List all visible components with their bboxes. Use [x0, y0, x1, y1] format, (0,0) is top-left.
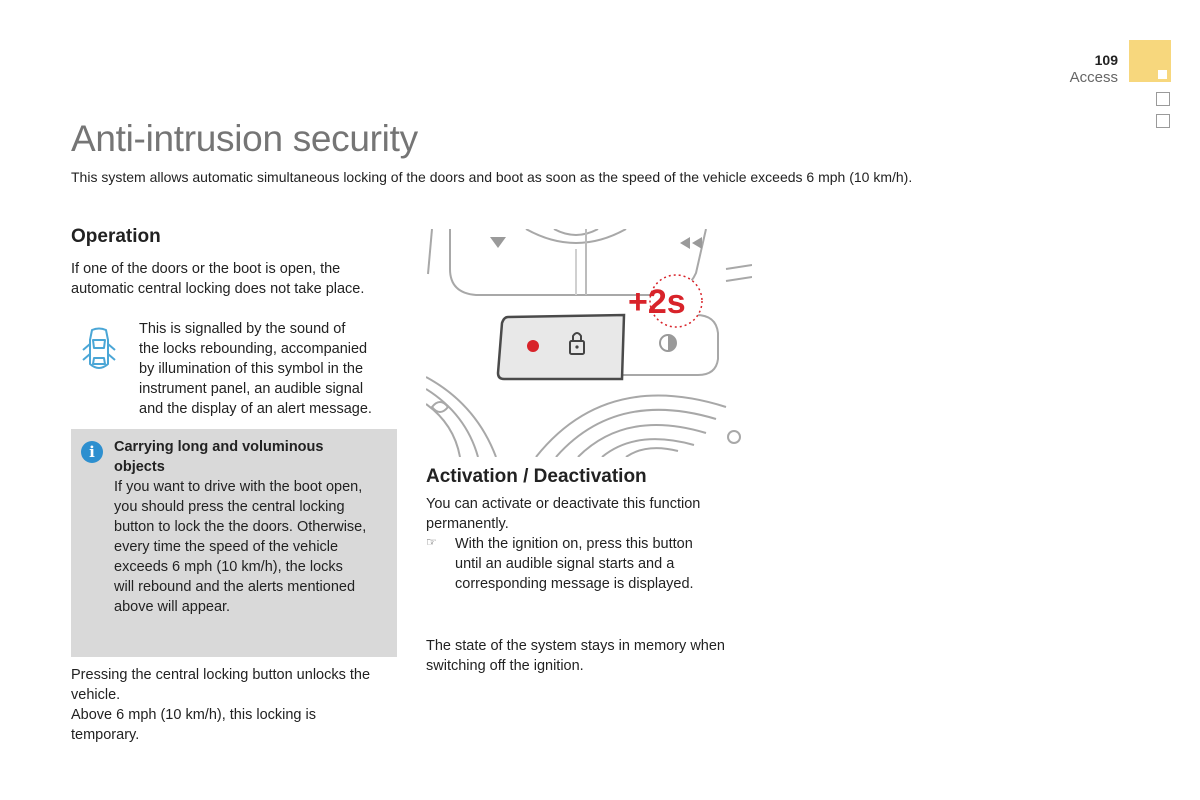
text-line: switching off the ignition. [426, 658, 584, 674]
section-name: Access [1069, 69, 1118, 86]
pointing-hand-icon: ☞ [426, 535, 437, 549]
section-tab-marker [1158, 70, 1167, 79]
info-note-box [71, 429, 397, 657]
text-line: above will appear. [114, 599, 231, 615]
page-title: Anti-intrusion security [71, 118, 418, 159]
text-line: corresponding message is displayed. [455, 576, 694, 592]
operation-paragraph [71, 259, 401, 299]
text-line: If you want to drive with the boot open, [114, 479, 363, 495]
info-note-body [114, 477, 389, 617]
text-line: every time the speed of the vehicle [114, 539, 339, 555]
memory-paragraph [426, 636, 756, 676]
text-line: and the display of an alert message. [139, 401, 372, 417]
text-line: by illumination of this symbol in the [139, 361, 364, 377]
activation-paragraph [426, 494, 756, 534]
text-line: Above 6 mph (10 km/h), this locking is [71, 707, 316, 723]
text-line: the locks rebounding, accompanied [139, 341, 368, 357]
text-line: The state of the system stays in memory when [426, 638, 725, 654]
text-line: Carrying long and voluminous [114, 439, 324, 455]
text-line: temporary. [71, 727, 140, 743]
unlock-paragraph [71, 665, 406, 745]
info-icon: i [81, 441, 103, 463]
text-line: Pressing the central locking button unlocks the [71, 667, 371, 683]
text-line: button to lock the the doors. Otherwise, [114, 519, 367, 535]
signal-paragraph [139, 319, 399, 419]
text-line: You can activate or deactivate this function [426, 496, 701, 512]
text-line: automatic central locking does not take place. [71, 281, 365, 297]
activation-heading: Activation / Deactivation [426, 466, 647, 487]
text-line: permanently. [426, 516, 509, 532]
page-number: 109 [1094, 52, 1118, 68]
section-tab-square-1 [1156, 92, 1170, 106]
door-open-car-icon [80, 326, 118, 374]
dashboard-lock-button-illustration [426, 229, 752, 457]
text-line: This is signalled by the sound of [139, 321, 346, 337]
text-line: instrument panel, an audible signal [139, 381, 364, 397]
text-line: With the ignition on, press this button [455, 536, 693, 552]
text-line: will rebound and the alerts mentioned [114, 579, 356, 595]
text-line: you should press the central locking [114, 499, 345, 515]
text-line: If one of the doors or the boot is open, the [71, 261, 341, 277]
intro-text: This system allows automatic simultaneous locking of the doors and boot as soon as the speed of the vehicle exceeds 6 mph (10 km/h). [71, 169, 913, 185]
text-line: until an audible signal starts and a [455, 556, 675, 572]
text-line: vehicle. [71, 687, 121, 703]
info-note-heading [114, 437, 364, 477]
text-line: objects [114, 459, 165, 475]
operation-heading: Operation [71, 226, 161, 247]
duration-label: +2s [628, 283, 686, 321]
activation-step [455, 534, 755, 594]
section-tab-square-2 [1156, 114, 1170, 128]
text-line: exceeds 6 mph (10 km/h), the locks [114, 559, 343, 575]
